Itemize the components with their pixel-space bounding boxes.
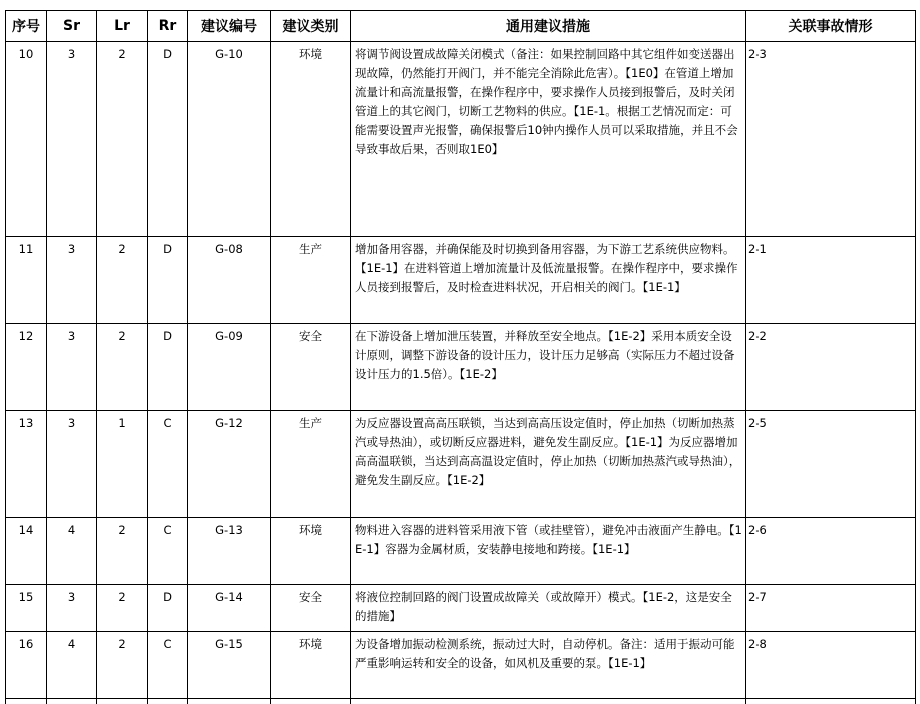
cell-index: 12 [6,324,47,411]
cell-measure: 为反应器设置高高压联锁，当达到高高压设定值时，停止加热（切断加热蒸汽或导热油），或切断反应器进料，避免发生副反应。【1E-1】为反应器增加高高温联锁，当达到高高温设定值时，停止加热（切断加热蒸汽或导热油），避免发生副反应。【1E-2】 [351,411,746,518]
cell-index: 15 [6,585,47,632]
table-row [6,585,916,632]
cell-category: 环境 [271,518,351,585]
cell-sr: 4 [47,632,97,699]
cell-lr: 2 [97,585,148,632]
cell-index: 14 [6,518,47,585]
cell-category: 安全 [271,324,351,411]
recommendation-table-page [5,10,915,704]
cell-rr: D [148,237,188,324]
cell-lr: 2 [97,518,148,585]
cell-rr: C [148,411,188,518]
cell-category: 安全 [271,585,351,632]
cell-lr: 2 [97,42,148,237]
cell-incident: 2-5 [746,411,916,518]
cell-code: G-13 [188,518,271,585]
cell-sr: 3 [47,411,97,518]
cell-code: G-08 [188,237,271,324]
header-incident: 关联事故情形 [746,11,916,42]
cell-incident: 2-2 [746,324,916,411]
cell-code: G-15 [188,632,271,699]
header-category: 建议类别 [271,11,351,42]
cell-lr: 2 [97,324,148,411]
cell-index: 11 [6,237,47,324]
cell-rr: C [148,632,188,699]
cell-code: G-12 [188,411,271,518]
cell-rr: C [148,518,188,585]
cell-lr: 2 [97,632,148,699]
cell-code: G-09 [188,324,271,411]
header-code: 建议编号 [188,11,271,42]
cell-sr: 4 [47,518,97,585]
cell-index: 13 [6,411,47,518]
cell-incident: 2-7 [746,585,916,632]
header-row [6,11,916,42]
table-row [6,324,916,411]
header-index: 序号 [6,11,47,42]
cell-incident: 2-3 [746,42,916,237]
cell-lr: 1 [97,411,148,518]
table-row [6,411,916,518]
cell-sr: 3 [47,324,97,411]
cell-sr: 3 [47,585,97,632]
cell-measure: 增加备用容器，并确保能及时切换到备用容器，为下游工艺系统供应物料。【1E-1】在进料管道上增加流量计及低流量报警。在操作程序中，要求操作人员接到报警后，及时检查进料状况，开启相关的阀门。【1E-1】 [351,237,746,324]
cell-measure: 物料进入容器的进料管采用液下管（或挂壁管），避免冲击液面产生静电。【1E-1】容器为金属材质，安装静电接地和跨接。【1E-1】 [351,518,746,585]
cell-lr: 2 [97,237,148,324]
cell-incident: 2-1 [746,237,916,324]
cell-code: G-10 [188,42,271,237]
header-measure: 通用建议措施 [351,11,746,42]
cell-code: G-14 [188,585,271,632]
cell-category: 生产 [271,411,351,518]
cell-incident: 2-8 [746,632,916,699]
cell-category: 生产 [271,237,351,324]
cell-measure: 将调节阀设置成故障关闭模式（备注：如果控制回路中其它组件如变送器出现故障，仍然能打开阀门，并不能完全消除此危害）。【1E0】在管道上增加流量计和高流量报警，在操作程序中，要求操作人员接到报警后，及时关闭管道上的其它阀门，切断工艺物料的供应。【1E-1。根据工艺情况而定：可能需要设置声光报警，确保报警后10钟内操作人员可以采取措施，并且不会导致事故后果，否则取1E0】 [351,42,746,237]
table-row [6,632,916,699]
table-row-continuation [6,699,916,704]
cell-category: 环境 [271,632,351,699]
cell-sr: 3 [47,42,97,237]
cell-measure: 在下游设备上增加泄压装置，并释放至安全地点。【1E-2】采用本质安全设计原则，调整下游设备的设计压力，设计压力足够高（实际压力不超过设备设计压力的1.5倍）。【1E-2】 [351,324,746,411]
cell-rr: D [148,585,188,632]
table-row [6,237,916,324]
cell-rr: D [148,42,188,237]
header-sr: Sr [47,11,97,42]
cell-category: 环境 [271,42,351,237]
cell-index: 16 [6,632,47,699]
cell-measure: 为设备增加振动检测系统，振动过大时，自动停机。备注：适用于振动可能严重影响运转和安全的设备，如风机及重要的泵。【1E-1】 [351,632,746,699]
cell-incident: 2-6 [746,518,916,585]
cell-sr: 3 [47,237,97,324]
cell-rr: D [148,324,188,411]
header-rr: Rr [148,11,188,42]
cell-index: 10 [6,42,47,237]
header-lr: Lr [97,11,148,42]
cell-measure: 将液位控制回路的阀门设置成故障关（或故障开）模式。【1E-2，这是安全的措施】 [351,585,746,632]
table-row [6,42,916,237]
recommendation-table [5,10,916,704]
table-row [6,518,916,585]
